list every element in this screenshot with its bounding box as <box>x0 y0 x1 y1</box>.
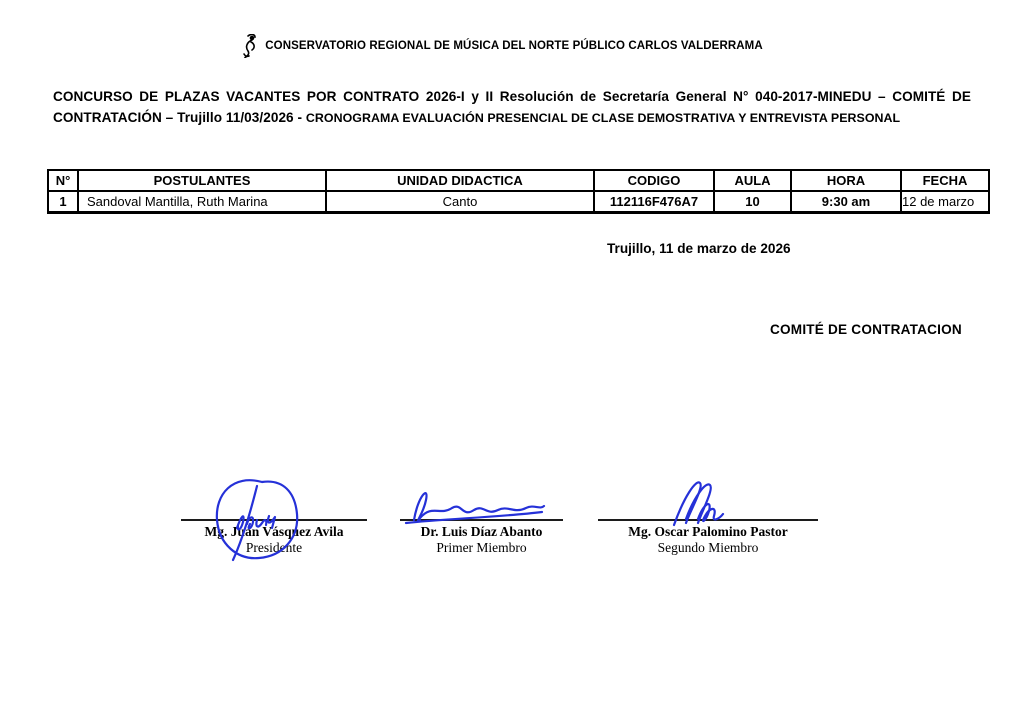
cell-fecha: 12 de marzo <box>901 191 989 213</box>
institution-name: CONSERVATORIO REGIONAL DE MÚSICA DEL NORTE PÚBLICO CARLOS VALDERRAMA <box>265 40 763 52</box>
signature-scribble-icon <box>402 482 548 528</box>
signer-name: Mg. Juan Vásquez Avila <box>204 524 344 539</box>
cell-codigo: 112116F476A7 <box>594 191 714 213</box>
cell-hora: 9:30 am <box>791 191 901 213</box>
cell-unidad: Canto <box>326 191 594 213</box>
signature-block-segundo-miembro <box>598 519 818 556</box>
col-header-postulantes: POSTULANTES <box>78 170 326 191</box>
signature-block-primer-miembro <box>400 519 563 556</box>
col-header-hora: HORA <box>791 170 901 191</box>
signature-block-presidente <box>181 519 367 556</box>
signer-role: Presidente <box>245 540 303 555</box>
signer-role: Primer Miembro <box>436 540 527 555</box>
table-row <box>48 191 989 213</box>
cell-aula: 10 <box>714 191 791 213</box>
cell-numero: 1 <box>48 191 78 213</box>
committee-label: COMITÉ DE CONTRATACION <box>770 322 962 337</box>
col-header-fecha: FECHA <box>901 170 989 191</box>
document-header <box>0 34 1014 58</box>
col-header-codigo: CODIGO <box>594 170 714 191</box>
signature-line <box>400 519 563 521</box>
signer-name: Dr. Luis Díaz Abanto <box>420 524 543 539</box>
schedule-table <box>47 169 990 214</box>
col-header-aula: AULA <box>714 170 791 191</box>
title-main: CONCURSO DE PLAZAS VACANTES POR CONTRATO 2026-I y II Resolución de Secretaría General N° 040-2017-MINEDU – COMITÉ DE CONTRATACIÓN – Trujillo 11/03/2026 - <box>53 89 971 125</box>
cell-postulante: Sandoval Mantilla, Ruth Marina <box>78 191 326 213</box>
signer-name: Mg. Oscar Palomino Pastor <box>628 524 788 539</box>
document-title <box>53 86 971 129</box>
table-header-row <box>48 170 989 191</box>
col-header-unidad: UNIDAD DIDACTICA <box>326 170 594 191</box>
signature-line <box>598 519 818 521</box>
conservatory-logo-icon <box>241 34 258 58</box>
dateline: Trujillo, 11 de marzo de 2026 <box>607 241 791 256</box>
signer-role: Segundo Miembro <box>657 540 759 555</box>
title-schedule: CRONOGRAMA EVALUACIÓN PRESENCIAL DE CLASE DEMOSTRATIVA Y ENTREVISTA PERSONAL <box>305 111 901 125</box>
signature-line <box>181 519 367 521</box>
col-header-numero: N° <box>48 170 78 191</box>
